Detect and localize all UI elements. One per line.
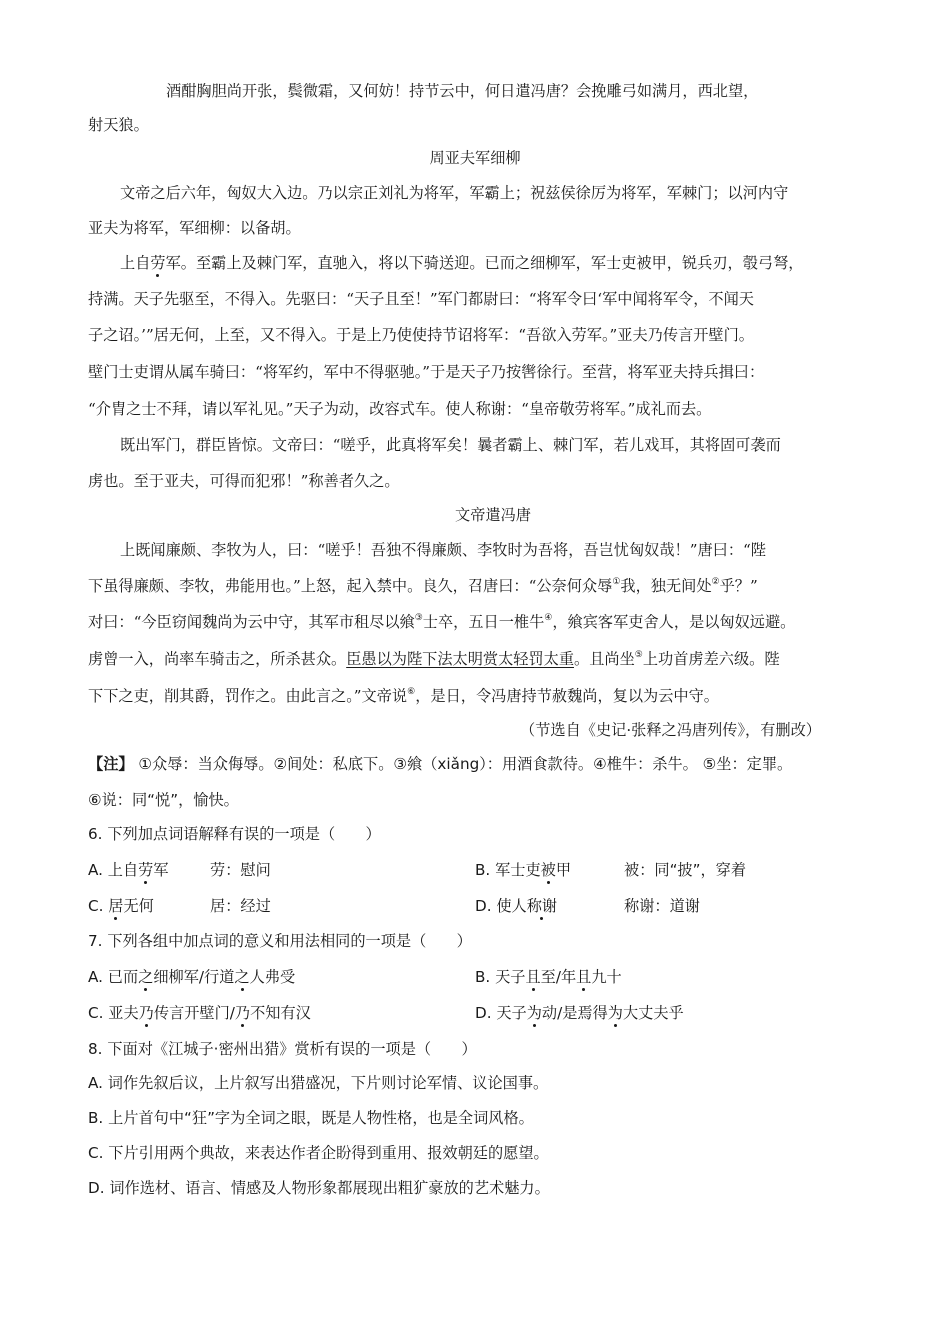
q6-option-d-gloss: 称谢：道谢: [624, 897, 700, 915]
note-ref-6: ⑥: [407, 687, 416, 697]
note-ref-4: ④: [544, 613, 553, 623]
q6-option-d: D. 使人称谢: [475, 897, 558, 915]
passage2-title: 文帝遣冯唐: [455, 506, 531, 524]
q8-option-d: D. 词作选材、语言、情感及人物形象都展现出粗犷豪放的艺术魅力。: [88, 1179, 550, 1197]
q6-stem: 6. 下列加点词语解释有误的一项是（ ）: [88, 825, 381, 843]
note-ref-2: ②: [711, 577, 720, 587]
note-ref-5: ⑤: [634, 650, 643, 660]
q7-option-c: C. 亚夫乃传言开壁门/乃不知有汉: [88, 1004, 311, 1022]
note-ref-1: ①: [612, 577, 621, 587]
q8-option-c: C. 下片引用两个典故，来表达作者企盼得到重用、报效朝廷的愿望。: [88, 1144, 549, 1162]
q6-option-b: B. 军士吏被甲: [475, 861, 572, 879]
q8-option-b: B. 上片首句中“狂”字为全词之眼，既是人物性格，也是全词风格。: [88, 1109, 534, 1127]
passage1-p3-line1: 既出军门，群臣皆惊。文帝曰：“嗟乎，此真将军矣！曩者霸上、棘门军，若儿戏耳，其将固可袭而: [120, 436, 781, 454]
passage1-p1-line1: 文帝之后六年，匈奴大入边。乃以宗正刘礼为将军，军霸上；祝兹侯徐厉为将军，军棘门；以河内守: [120, 184, 789, 202]
q8-option-a: A. 词作先叙后议，上片叙写出猎盛况，下片则讨论军情、议论国事。: [88, 1074, 549, 1092]
source-citation: （节选自《史记·张释之冯唐列传》，有删改）: [520, 721, 821, 739]
q6-option-a: A. 上自劳军: [88, 861, 169, 879]
notes-label: 【注】: [88, 755, 134, 773]
q6-option-c: C. 居无何: [88, 897, 154, 915]
passage2-line1: 上既闻廉颇、李牧为人，曰：“嗟乎！吾独不得廉颇、李牧时为吾将，吾岂忧匈奴哉！”唐曰：“陛: [120, 541, 766, 559]
passage2-line3: 对曰：“今臣窃闻魏尚为云中守，其军市租尽以飨③士卒，五日一椎牛④，飨宾客军吏舍人，是以匈奴远避。: [88, 613, 796, 631]
passage1-p2-line3: 子之诏。’”居无何，上至，又不得入。于是上乃使使持节诏将军：“吾欲入劳军。”亚夫乃传言开壁门。: [88, 326, 754, 344]
poem-line-2: 射天狼。: [88, 116, 149, 134]
q6-option-c-gloss: 居：经过: [210, 897, 271, 915]
passage1-p3-line2: 虏也。至于亚夫，可得而犯邪！”称善者久之。: [88, 472, 400, 490]
passage1-p2-line1: 上自劳军。至霸上及棘门军，直驰入，将以下骑送迎。已而之细柳军，军士吏被甲，锐兵刃，彀弓弩，: [120, 254, 804, 272]
q8-stem: 8. 下面对《江城子·密州出猎》赏析有误的一项是（ ）: [88, 1040, 477, 1058]
notes-line-2: ⑥说：同“悦”，愉快。: [88, 791, 239, 809]
passage1-title: 周亚夫军细柳: [429, 149, 521, 167]
q6-option-a-gloss: 劳：慰问: [210, 861, 271, 879]
q7-stem: 7. 下列各组中加点词的意义和用法相同的一项是（ ）: [88, 932, 472, 950]
q7-option-b: B. 天子且至/年且九十: [475, 968, 622, 986]
q6-option-b-gloss: 被：同“披”，穿着: [624, 861, 747, 879]
passage2-line2: 下虽得廉颇、李牧，弗能用也。”上怒，起入禁中。良久，召唐曰：“公奈何众辱①我，独无间处②乎？”: [88, 577, 758, 595]
notes-line-1: 【注】 ①众辱：当众侮辱。②间处：私底下。③飨（xiǎng）：用酒食款待。④椎牛：杀牛。 ⑤坐：定罪。: [88, 755, 793, 773]
passage1-p2-line4: 壁门士吏谓从属车骑曰：“将军约，军中不得驱驰。”于是天子乃按辔徐行。至营，将军亚夫持兵揖曰：: [88, 363, 765, 381]
passage1-p2-line2: 持满。天子先驱至，不得入。先驱曰：“天子且至！”军门都尉曰：“将军令曰‘军中闻将军令，不闻天: [88, 290, 754, 308]
passage1-p1-line2: 亚夫为将军，军细柳：以备胡。: [88, 219, 301, 237]
passage2-line4: 虏曾一入，尚率车骑击之，所杀甚众。臣愚以为陛下法太明赏太轻罚太重。且尚坐⑤上功首虏差六级。陛: [88, 650, 780, 668]
poem-line-1: 酒酣胸胆尚开张，鬓微霜，又何妨！持节云中，何日遣冯唐？会挽雕弓如满月，西北望，: [166, 82, 759, 100]
passage1-p2-line5: “介胄之士不拜，请以军礼见。”天子为动，改容式车。使人称谢：“皇帝敬劳将军。”成礼而去。: [88, 400, 712, 418]
passage2-line5: 下下之吏，削其爵，罚作之。由此言之。”文帝说⑥，是日，令冯唐持节赦魏尚，复以为云中守。: [88, 687, 719, 705]
underlined-sentence: 臣愚以为陛下法太明赏太轻罚太重: [346, 650, 574, 668]
q7-option-a: A. 已而之细柳军/行道之人弗受: [88, 968, 296, 986]
q7-option-d: D. 天子为动/是焉得为大丈夫乎: [475, 1004, 684, 1022]
note-ref-3: ③: [414, 613, 423, 623]
